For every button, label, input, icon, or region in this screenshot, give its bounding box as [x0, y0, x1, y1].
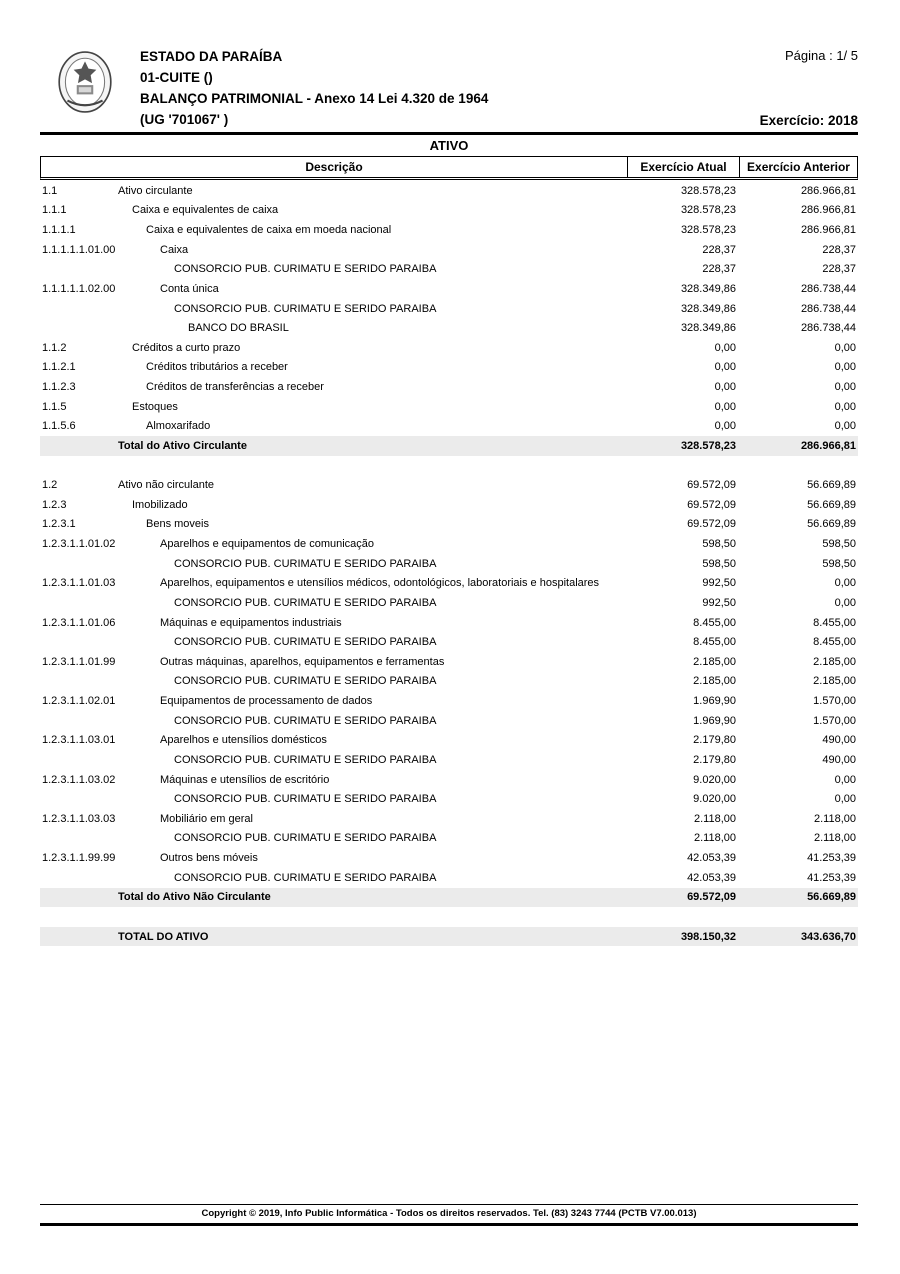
report-header: [40, 46, 858, 132]
table-row: [40, 809, 858, 829]
row-value-exercicio-anterior: 41.253,39: [807, 871, 856, 884]
table-row: [40, 848, 858, 868]
row-code: 1.1.1.1.1.01.00: [42, 243, 116, 256]
row-value-exercicio-atual: 2.118,00: [693, 812, 736, 825]
row-value-exercicio-atual: 9.020,00: [693, 793, 736, 806]
row-description: CONSORCIO PUB. CURIMATU E SERIDO PARAIBA: [174, 871, 437, 884]
row-description: Estoques: [132, 400, 178, 413]
row-description: Aparelhos, equipamentos e utensílios médicos, odontológicos, laboratoriais e hospitalares: [160, 577, 600, 590]
table-row: [40, 181, 858, 201]
row-code: 1.1.2.3: [42, 381, 76, 394]
row-description: Caixa e equivalentes de caixa: [132, 204, 279, 217]
row-value-exercicio-anterior: 228,37: [822, 263, 856, 276]
spacer-row: [40, 456, 858, 476]
row-value-exercicio-atual: 8.455,00: [693, 636, 736, 649]
row-description: Aparelhos e utensílios domésticos: [160, 734, 327, 747]
header-entity: 01-CUITE (): [140, 70, 213, 85]
table-row: [40, 515, 858, 535]
row-value-exercicio-atual: 2.118,00: [693, 832, 736, 845]
row-value-exercicio-anterior: 0,00: [834, 341, 856, 354]
row-value-exercicio-atual: 328.349,86: [680, 322, 736, 335]
row-description: Caixa: [160, 243, 189, 256]
report-title-block: [140, 46, 858, 130]
row-value-exercicio-anterior: 8.455,00: [813, 636, 856, 649]
table-row: [40, 593, 858, 613]
table-row: [40, 632, 858, 652]
row-code: 1.2.3.1.1.01.03: [42, 577, 116, 590]
row-code: 1.2.3.1.1.01.02: [42, 538, 116, 551]
table-row: [40, 338, 858, 358]
table-row: [40, 574, 858, 594]
row-description: Créditos a curto prazo: [132, 341, 241, 354]
row-value-exercicio-atual: 42.053,39: [687, 852, 736, 865]
row-code: 1.1.1.1: [42, 224, 76, 237]
row-description: Aparelhos e equipamentos de comunicação: [160, 538, 375, 551]
row-value-exercicio-anterior: 56.669,89: [807, 891, 856, 904]
row-value-exercicio-anterior: 228,37: [822, 243, 856, 256]
table-row: [40, 534, 858, 554]
header-ug: (UG '701067' ): [140, 112, 229, 127]
row-value-exercicio-atual: 328.349,86: [680, 282, 736, 295]
row-value-exercicio-atual: 0,00: [714, 381, 736, 394]
row-value-exercicio-anterior: 2.185,00: [813, 675, 856, 688]
row-value-exercicio-anterior: 286.966,81: [800, 224, 856, 237]
row-description: BANCO DO BRASIL: [188, 322, 289, 335]
table-row: [40, 417, 858, 437]
row-description: Imobilizado: [132, 498, 188, 511]
row-value-exercicio-atual: 69.572,09: [687, 518, 736, 531]
report-page: [40, 46, 858, 946]
row-value-exercicio-anterior: 0,00: [834, 381, 856, 394]
row-description: CONSORCIO PUB. CURIMATU E SERIDO PARAIBA: [174, 263, 437, 276]
row-value-exercicio-anterior: 0,00: [834, 577, 856, 590]
table-row: [40, 397, 858, 417]
row-description: Mobiliário em geral: [160, 812, 253, 825]
row-description: Equipamentos de processamento de dados: [160, 695, 373, 708]
row-value-exercicio-anterior: 286.738,44: [800, 302, 856, 315]
row-value-exercicio-atual: 0,00: [714, 341, 736, 354]
row-value-exercicio-anterior: 8.455,00: [813, 616, 856, 629]
row-description: Outras máquinas, aparelhos, equipamentos e ferramentas: [160, 655, 445, 668]
page-number: Página : 1/ 5: [785, 48, 858, 63]
row-code: 1.2.3.1.1.02.01: [42, 695, 116, 708]
row-description: CONSORCIO PUB. CURIMATU E SERIDO PARAIBA: [174, 753, 437, 766]
row-code: 1.2.3.1.1.03.02: [42, 773, 116, 786]
table-row: [40, 652, 858, 672]
row-value-exercicio-atual: 228,37: [702, 263, 736, 276]
row-value-exercicio-atual: 228,37: [702, 243, 736, 256]
row-value-exercicio-atual: 992,50: [702, 577, 736, 590]
row-value-exercicio-atual: 328.578,23: [680, 184, 736, 197]
row-value-exercicio-anterior: 1.570,00: [813, 714, 856, 727]
row-value-exercicio-atual: 69.572,09: [687, 891, 736, 904]
row-value-exercicio-atual: 0,00: [714, 361, 736, 374]
row-value-exercicio-atual: 598,50: [702, 557, 736, 570]
spacer-row: [40, 907, 858, 927]
row-code: 1.2.3.1: [42, 518, 76, 531]
row-value-exercicio-anterior: 286.966,81: [800, 204, 856, 217]
table-row: [40, 789, 858, 809]
row-description: Bens moveis: [146, 518, 209, 531]
row-value-exercicio-atual: 398.150,32: [680, 930, 736, 943]
row-value-exercicio-atual: 328.578,23: [680, 224, 736, 237]
row-code: 1.1.5.6: [42, 420, 76, 433]
row-description: CONSORCIO PUB. CURIMATU E SERIDO PARAIBA: [174, 636, 437, 649]
row-description: Caixa e equivalentes de caixa em moeda nacional: [146, 224, 392, 237]
row-value-exercicio-atual: 2.179,80: [693, 753, 736, 766]
row-description: CONSORCIO PUB. CURIMATU E SERIDO PARAIBA: [174, 714, 437, 727]
table-row: [40, 691, 858, 711]
row-value-exercicio-anterior: 2.118,00: [813, 812, 856, 825]
table-row: [40, 358, 858, 378]
row-value-exercicio-anterior: 286.966,81: [800, 439, 856, 452]
table-row: [40, 240, 858, 260]
row-description: Créditos de transferências a receber: [146, 381, 324, 394]
table-row: [40, 770, 858, 790]
row-value-exercicio-atual: 328.349,86: [680, 302, 736, 315]
row-value-exercicio-atual: 2.185,00: [693, 675, 736, 688]
row-value-exercicio-atual: 2.185,00: [693, 655, 736, 668]
row-value-exercicio-anterior: 56.669,89: [807, 498, 856, 511]
row-value-exercicio-anterior: 0,00: [834, 773, 856, 786]
table-row: [40, 731, 858, 751]
row-code: 1.1: [42, 184, 58, 197]
table-row: [40, 613, 858, 633]
row-value-exercicio-atual: 992,50: [702, 596, 736, 609]
row-code: 1.2: [42, 479, 58, 492]
table-row: [40, 260, 858, 280]
row-description: CONSORCIO PUB. CURIMATU E SERIDO PARAIBA: [174, 832, 437, 845]
row-value-exercicio-anterior: 286.738,44: [800, 322, 856, 335]
row-description: CONSORCIO PUB. CURIMATU E SERIDO PARAIBA: [174, 302, 437, 315]
table-row: [40, 711, 858, 731]
grand-total-row: [40, 927, 858, 947]
row-value-exercicio-anterior: 2.118,00: [813, 832, 856, 845]
row-code: 1.2.3.1.1.01.06: [42, 616, 116, 629]
table-row: [40, 279, 858, 299]
table-row: [40, 475, 858, 495]
table-column-headers: [40, 156, 858, 180]
row-description: CONSORCIO PUB. CURIMATU E SERIDO PARAIBA: [174, 596, 437, 609]
row-value-exercicio-anterior: 0,00: [834, 793, 856, 806]
table-row: [40, 868, 858, 888]
column-header-exercicio-atual: Exercício Atual: [627, 157, 739, 177]
row-value-exercicio-anterior: 0,00: [834, 400, 856, 413]
row-description: Máquinas e equipamentos industriais: [160, 616, 342, 629]
row-code: 1.1.1.1.1.02.00: [42, 282, 116, 295]
table-row: [40, 672, 858, 692]
table-row: [40, 220, 858, 240]
row-value-exercicio-atual: 2.179,80: [693, 734, 736, 747]
row-description: TOTAL DO ATIVO: [118, 930, 209, 943]
row-description: Almoxarifado: [146, 420, 211, 433]
table-row: [40, 318, 858, 338]
row-code: 1.1.1: [42, 204, 67, 217]
row-value-exercicio-anterior: 490,00: [822, 734, 856, 747]
table-row: [40, 201, 858, 221]
section-title-ativo: ATIVO: [429, 138, 469, 153]
row-value-exercicio-atual: 0,00: [714, 420, 736, 433]
row-value-exercicio-atual: 328.578,23: [680, 204, 736, 217]
report-footer: [40, 1204, 858, 1226]
row-value-exercicio-atual: 8.455,00: [693, 616, 736, 629]
row-value-exercicio-atual: 598,50: [702, 538, 736, 551]
row-code: 1.1.2: [42, 341, 67, 354]
row-description: Máquinas e utensílios de escritório: [160, 773, 330, 786]
row-description: Conta única: [160, 282, 219, 295]
row-value-exercicio-anterior: 0,00: [834, 361, 856, 374]
row-code: 1.2.3.1.1.01.99: [42, 655, 116, 668]
row-value-exercicio-anterior: 56.669,89: [807, 518, 856, 531]
row-code: 1.1.2.1: [42, 361, 76, 374]
row-value-exercicio-anterior: 0,00: [834, 420, 856, 433]
row-value-exercicio-anterior: 598,50: [822, 538, 856, 551]
total-row: [40, 436, 858, 456]
coat-of-arms-logo: [54, 50, 116, 114]
table-row: [40, 377, 858, 397]
row-description: Ativo não circulante: [118, 479, 214, 492]
row-value-exercicio-anterior: 598,50: [822, 557, 856, 570]
row-code: 1.1.5: [42, 400, 67, 413]
table-row: [40, 554, 858, 574]
column-header-exercicio-anterior: Exercício Anterior: [739, 157, 857, 177]
table-row: [40, 299, 858, 319]
row-value-exercicio-atual: 1.969,90: [693, 714, 736, 727]
row-code: 1.2.3.1.1.99.99: [42, 852, 116, 865]
row-description: CONSORCIO PUB. CURIMATU E SERIDO PARAIBA: [174, 793, 437, 806]
row-description: CONSORCIO PUB. CURIMATU E SERIDO PARAIBA: [174, 675, 437, 688]
row-value-exercicio-atual: 42.053,39: [687, 871, 736, 884]
row-value-exercicio-anterior: 286.966,81: [800, 184, 856, 197]
row-value-exercicio-anterior: 56.669,89: [807, 479, 856, 492]
table-body: [40, 181, 858, 946]
row-value-exercicio-anterior: 0,00: [834, 596, 856, 609]
row-value-exercicio-atual: 9.020,00: [693, 773, 736, 786]
row-code: 1.2.3: [42, 498, 67, 511]
row-value-exercicio-anterior: 286.738,44: [800, 282, 856, 295]
row-description: Outros bens móveis: [160, 852, 258, 865]
table-row: [40, 750, 858, 770]
row-description: Total do Ativo Circulante: [118, 439, 247, 452]
table-row: [40, 495, 858, 515]
row-value-exercicio-anterior: 41.253,39: [807, 852, 856, 865]
row-description: Ativo circulante: [118, 184, 193, 197]
total-row: [40, 888, 858, 908]
row-code: 1.2.3.1.1.03.01: [42, 734, 116, 747]
row-value-exercicio-atual: 1.969,90: [693, 695, 736, 708]
row-description: Total do Ativo Não Circulante: [118, 891, 271, 904]
column-header-descricao: Descrição: [305, 160, 363, 174]
row-value-exercicio-anterior: 343.636,70: [800, 930, 856, 943]
row-value-exercicio-anterior: 1.570,00: [813, 695, 856, 708]
exercise-year: Exercício: 2018: [759, 113, 858, 128]
footer-copyright: Copyright © 2019, Info Public Informática - Todos os direitos reservados. Tel. (83) 3243 7744 (PCTB V7.00.013): [201, 1208, 697, 1219]
row-value-exercicio-atual: 69.572,09: [687, 498, 736, 511]
row-code: 1.2.3.1.1.03.03: [42, 812, 116, 825]
header-report-name: BALANÇO PATRIMONIAL - Anexo 14 Lei 4.320 de 1964: [140, 91, 489, 106]
row-value-exercicio-anterior: 2.185,00: [813, 655, 856, 668]
row-value-exercicio-atual: 69.572,09: [687, 479, 736, 492]
row-description: Créditos tributários a receber: [146, 361, 288, 374]
row-value-exercicio-atual: 0,00: [714, 400, 736, 413]
table-row: [40, 829, 858, 849]
header-state: ESTADO DA PARAÍBA: [140, 49, 283, 64]
row-value-exercicio-anterior: 490,00: [822, 753, 856, 766]
row-value-exercicio-atual: 328.578,23: [680, 439, 736, 452]
row-description: CONSORCIO PUB. CURIMATU E SERIDO PARAIBA: [174, 557, 437, 570]
